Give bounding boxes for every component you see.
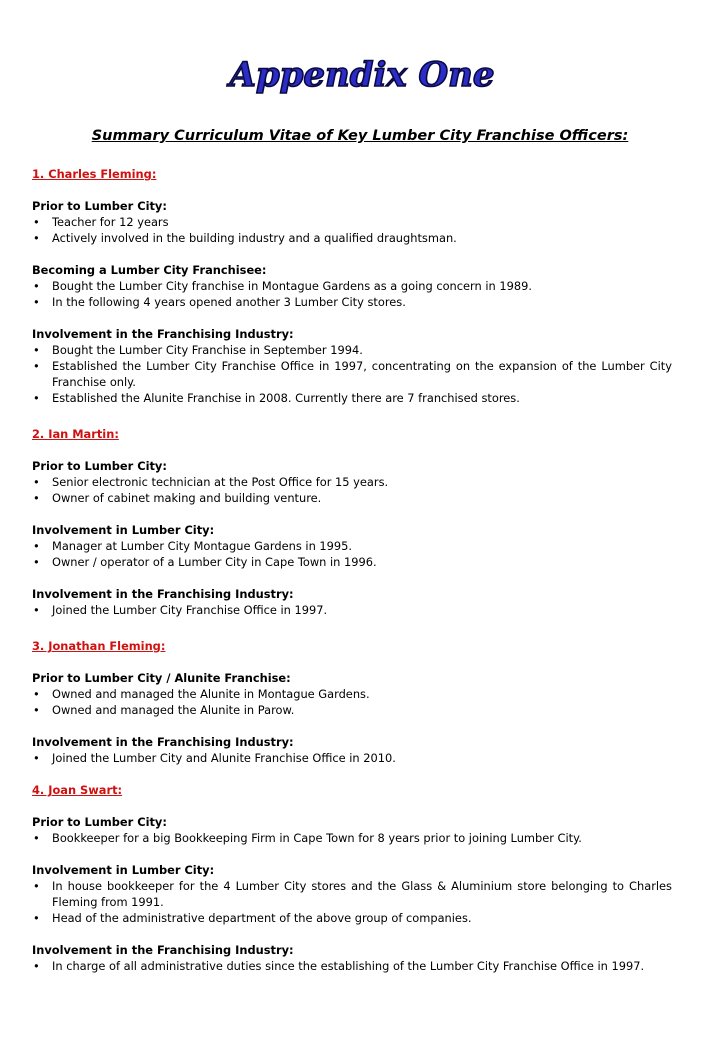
- section-heading: 3. Jonathan Fleming:: [32, 639, 166, 653]
- group-label: Prior to Lumber City / Alunite Franchise:: [32, 671, 291, 685]
- bullet-list: [32, 750, 672, 766]
- list-item: • Teacher for 12 years: [32, 214, 672, 230]
- list-item: • Joined the Lumber City Franchise Office in 1997.: [32, 602, 672, 618]
- group-label: Involvement in the Franchising Industry:: [32, 587, 294, 601]
- list-item: • In house bookkeeper for the 4 Lumber City stores and the Glass & Aluminium store belonging to Charles Fleming from 1991.: [32, 878, 672, 910]
- bullet-list: [32, 342, 672, 406]
- page-title: [0, 50, 720, 100]
- list-item: • Established the Lumber City Franchise Office in 1997, concentrating on the expansion of the Lumber City Franchise only.: [32, 358, 672, 390]
- bullet-list: [32, 474, 672, 506]
- list-item: • Established the Alunite Franchise in 2008. Currently there are 7 franchised stores.: [32, 390, 672, 406]
- title-wordart: [0, 50, 720, 100]
- group-label: Involvement in Lumber City:: [32, 863, 215, 877]
- section-heading: 1. Charles Fleming:: [32, 167, 157, 181]
- list-item: • Bought the Lumber City franchise in Montague Gardens as a going concern in 1989.: [32, 278, 672, 294]
- cv-section-jonathan-fleming: [32, 638, 672, 766]
- group-label: Involvement in the Franchising Industry:: [32, 943, 294, 957]
- cv-section-charles-fleming: [32, 166, 672, 406]
- cv-section-joan-swart: [32, 782, 672, 974]
- bullet-list: [32, 214, 672, 246]
- group-label: Becoming a Lumber City Franchisee:: [32, 263, 267, 277]
- cv-content: [32, 166, 672, 974]
- title-text: Appendix One: [229, 55, 495, 95]
- bullet-list: [32, 538, 672, 570]
- list-item: • Owned and managed the Alunite in Parow.: [32, 702, 672, 718]
- bullet-list: [32, 830, 672, 846]
- section-heading: 4. Joan Swart:: [32, 783, 123, 797]
- bullet-list: [32, 602, 672, 618]
- list-item: • Manager at Lumber City Montague Gardens in 1995.: [32, 538, 672, 554]
- group-label: Involvement in Lumber City:: [32, 523, 215, 537]
- list-item: • In charge of all administrative duties since the establishing of the Lumber City Franchise Office in 1997.: [32, 958, 672, 974]
- list-item: • Actively involved in the building industry and a qualified draughtsman.: [32, 230, 672, 246]
- cv-section-ian-martin: [32, 426, 672, 618]
- document-subtitle: Summary Curriculum Vitae of Key Lumber City Franchise Officers:: [91, 128, 629, 144]
- group-label: Involvement in the Franchising Industry:: [32, 327, 294, 341]
- bullet-list: [32, 686, 672, 718]
- list-item: • Joined the Lumber City and Alunite Franchise Office in 2010.: [32, 750, 672, 766]
- list-item: • In the following 4 years opened another 3 Lumber City stores.: [32, 294, 672, 310]
- list-item: • Head of the administrative department of the above group of companies.: [32, 910, 672, 926]
- list-item: • Owner of cabinet making and building venture.: [32, 490, 672, 506]
- list-item: • Owner / operator of a Lumber City in Cape Town in 1996.: [32, 554, 672, 570]
- bullet-list: [32, 878, 672, 926]
- bullet-list: [32, 278, 672, 310]
- bullet-list: [32, 958, 672, 974]
- group-label: Prior to Lumber City:: [32, 199, 167, 213]
- group-label: Involvement in the Franchising Industry:: [32, 735, 294, 749]
- list-item: • Senior electronic technician at the Post Office for 15 years.: [32, 474, 672, 490]
- section-heading: 2. Ian Martin:: [32, 427, 119, 441]
- list-item: • Bookkeeper for a big Bookkeeping Firm in Cape Town for 8 years prior to joining Lumber City.: [32, 830, 672, 846]
- group-label: Prior to Lumber City:: [32, 459, 167, 473]
- group-label: Prior to Lumber City:: [32, 815, 167, 829]
- list-item: • Owned and managed the Alunite in Montague Gardens.: [32, 686, 672, 702]
- list-item: • Bought the Lumber City Franchise in September 1994.: [32, 342, 672, 358]
